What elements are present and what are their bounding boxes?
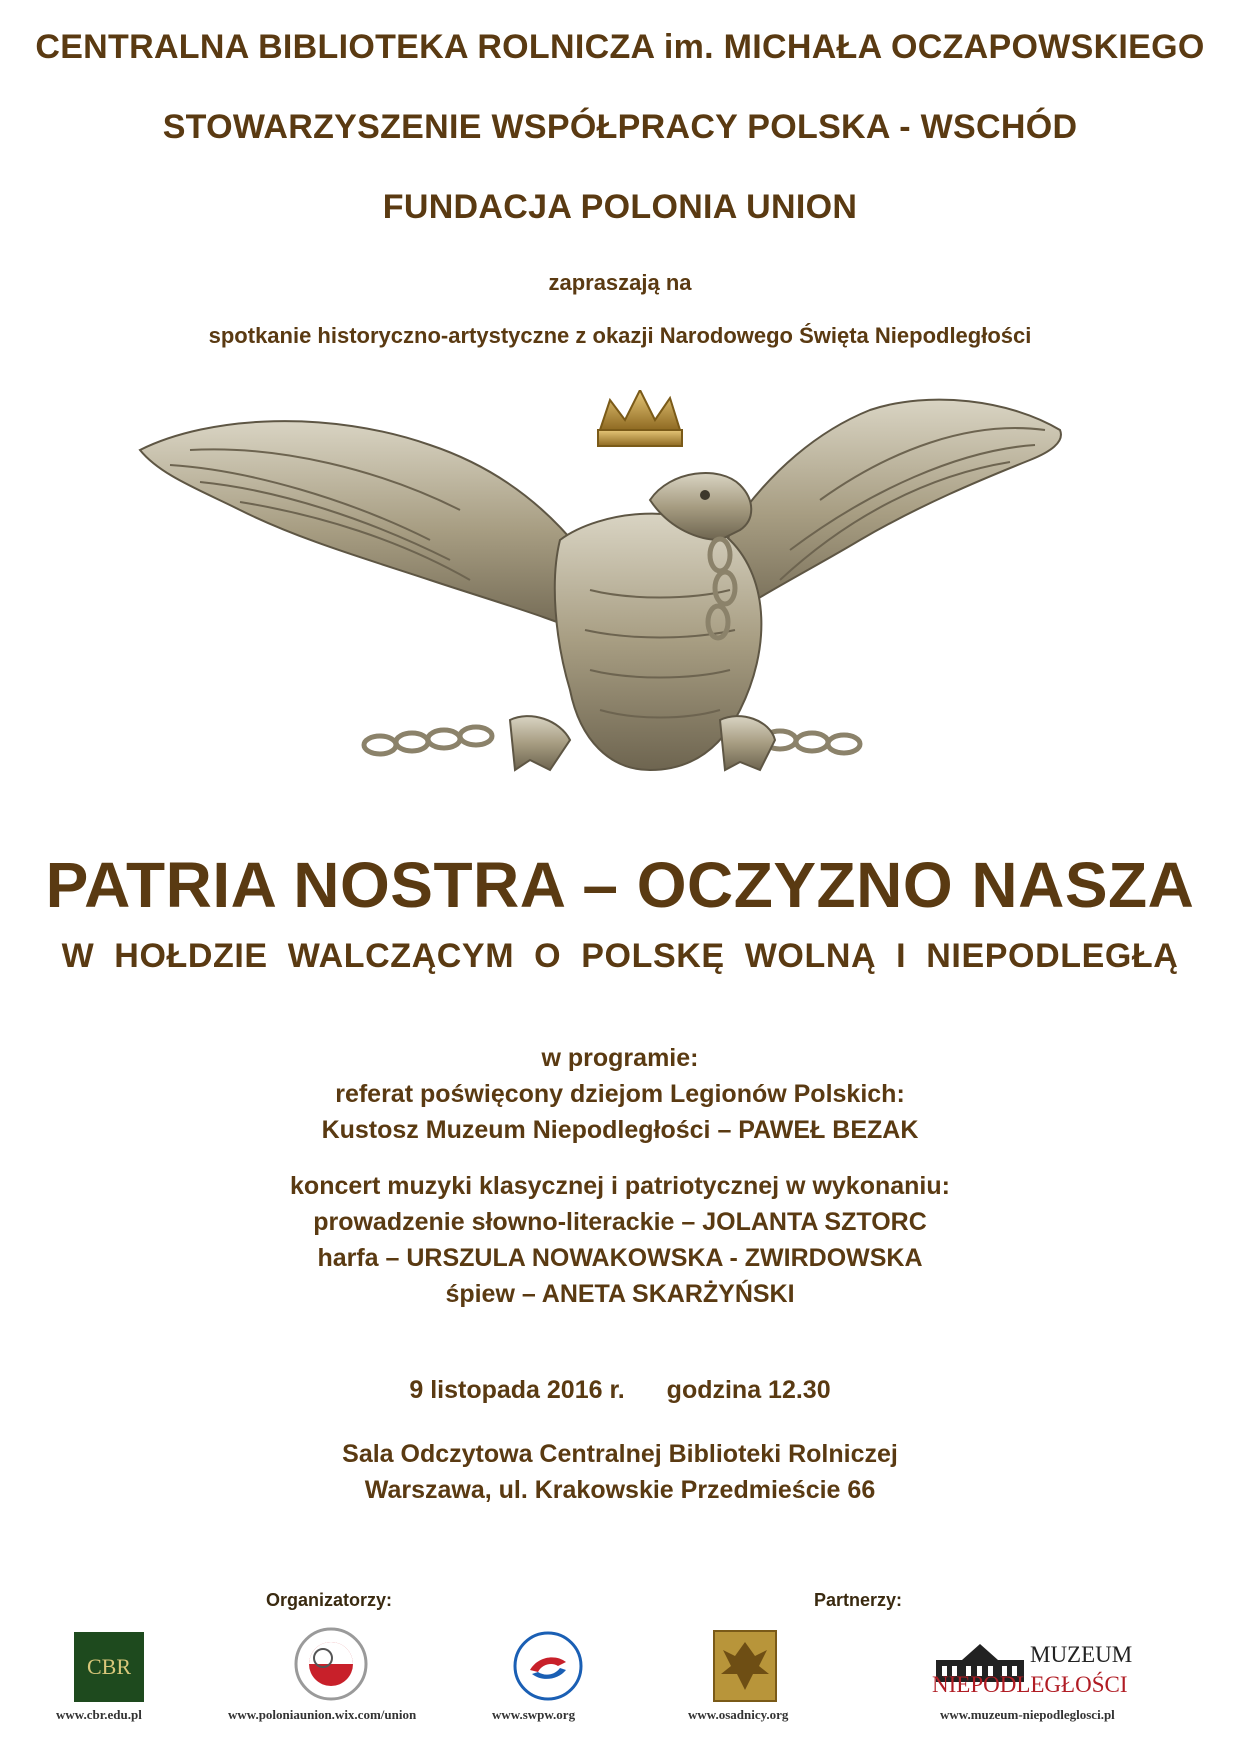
eagle-illustration [130,390,1080,850]
niepodleglosci-logo-text: NIEPODLEGŁOŚCI [932,1672,1128,1697]
organizer-2: STOWARZYSZENIE WSPÓŁPRACY POLSKA - WSCHÓD [162,108,1078,146]
venue-line: Warszawa, ul. Krakowskie Przedmieście 66 [364,1476,876,1504]
program-line: śpiew – ANETA SKARŻYŃSKI [445,1280,795,1308]
muzeum-logo-text: MUZEUM [1030,1642,1133,1667]
event-subtitle: W HOŁDZIE WALCZĄCYM O POLSKĘ WOLNĄ I NIEPODLEGŁĄ [61,937,1179,975]
program-line: Kustosz Muzeum Niepodległości – PAWEŁ BEZAK [321,1116,919,1144]
program-line: harfa – URSZULA NOWAKOWSKA - ZWIRDOWSKA [317,1244,923,1272]
osadnicy-link[interactable]: www.osadnicy.org [688,1707,789,1722]
event-type: spotkanie historyczno-artystyczne z okazji Narodowego Święta Niepodległości [208,323,1032,348]
organizers-label: Organizatorzy: [266,1590,393,1610]
crowned-eagle-icon [130,390,1080,850]
organizer-1: CENTRALNA BIBLIOTEKA ROLNICZA im. MICHAŁA OCZAPOWSKIEGO [35,28,1205,66]
program-line: koncert muzyki klasycznej i patriotycznej w wykonaniu: [290,1172,950,1200]
event-date: 9 listopada 2016 r. [409,1376,625,1404]
cbr-link[interactable]: www.cbr.edu.pl [56,1707,142,1722]
muzeum-link[interactable]: www.muzeum-niepodleglosci.pl [940,1707,1115,1722]
program-section [0,1040,1240,1148]
concert-section [0,1168,1240,1312]
osadnicy-logo [713,1630,777,1702]
program-line: prowadzenie słowno-literackie – JOLANTA SZTORC [313,1208,927,1236]
swpw-link[interactable]: www.swpw.org [492,1707,576,1722]
program-line: referat poświęcony dziejom Legionów Polskich: [335,1080,905,1108]
polonia-union-emblem-icon [293,1626,369,1702]
program-heading: w programie: [541,1044,699,1072]
date-time [0,1372,1240,1408]
osadnicy-eagle-icon [715,1632,775,1700]
cbr-logo [74,1632,144,1702]
event-title: PATRIA NOSTRA – OCZYZNO NASZA [45,849,1195,921]
polonia-union-logo [293,1626,369,1702]
swpw-logo [512,1630,584,1702]
muzeum-logo [932,1640,1142,1702]
partners-label: Partnerzy: [814,1590,903,1610]
venue [0,1436,1240,1508]
organizer-3: FUNDACJA POLONIA UNION [382,188,858,226]
cbr-logo-text: CBR [86,1654,132,1679]
event-time: godzina 12.30 [666,1376,831,1404]
swpw-emblem-icon [512,1630,584,1702]
venue-line: Sala Odczytowa Centralnej Biblioteki Rolniczej [342,1440,898,1468]
invite-text: zapraszają na [548,270,692,295]
polonia-union-link[interactable]: www.poloniaunion.wix.com/union [228,1707,417,1722]
